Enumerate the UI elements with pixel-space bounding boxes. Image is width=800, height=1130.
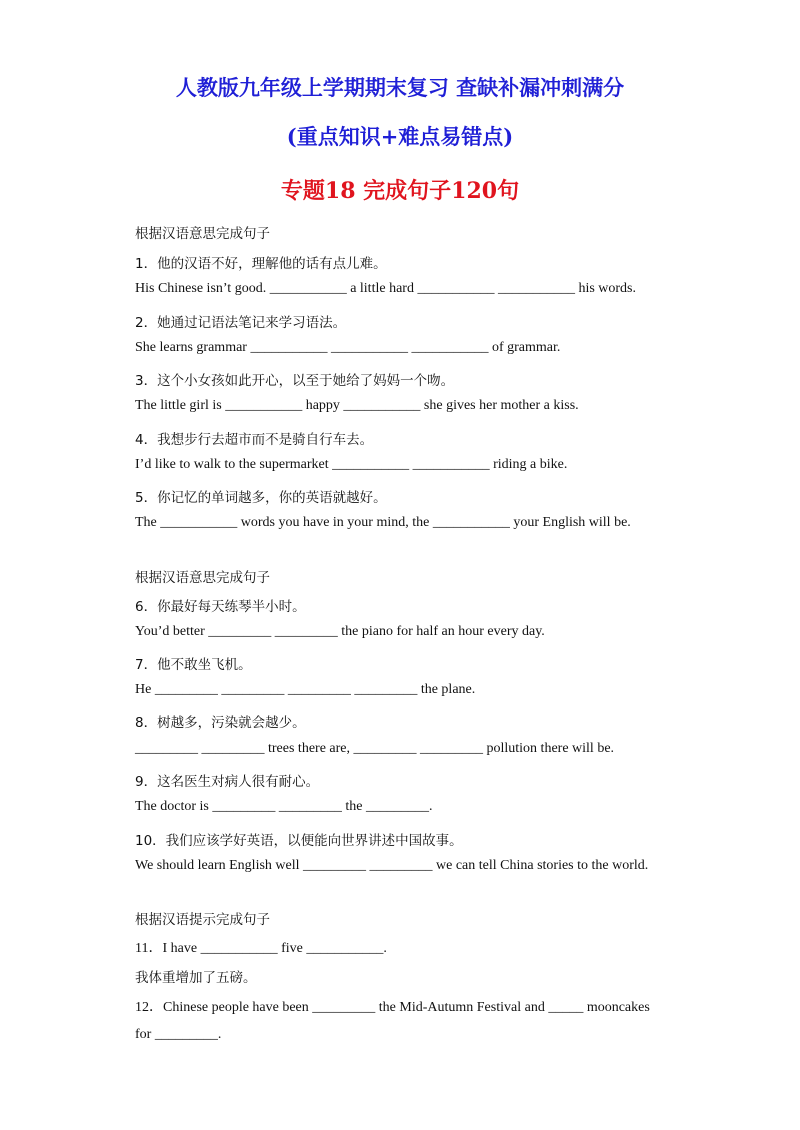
question-sentence-2: She learns grammar ___________ ___________ ___________ of grammar.: [135, 340, 561, 355]
question-sentence-9: The doctor is _________ _________ the _________.: [135, 799, 433, 814]
question-sentence-12-continued: for _________.: [135, 1027, 222, 1042]
worksheet-subtitle: (重点知识+难点易错点): [286, 124, 514, 149]
section-instruction: 根据汉语意思完成句子: [135, 226, 270, 242]
question-sentence-11: 11．I have ___________ five ___________.: [135, 941, 387, 956]
question-sentence-5: The ___________ words you have in your mind, the ___________ your English will be.: [135, 515, 631, 530]
question-sentence-10: We should learn English well _________ _________ we can tell China stories to the world.: [135, 858, 649, 873]
question-sentence-8: _________ _________ trees there are, _________ _________ pollution there will be.: [135, 741, 615, 756]
question-prompt-11: 我体重增加了五磅。: [135, 970, 257, 986]
question-prompt-5: 5．你记忆的单词越多，你的英语就越好。: [135, 490, 387, 506]
question-sentence-7: He _________ _________ _________ _________ the plane.: [135, 682, 476, 697]
question-prompt-7: 7．他不敢坐飞机。: [135, 657, 252, 673]
question-sentence-4: I’d like to walk to the supermarket ___________ ___________ riding a bike.: [135, 457, 568, 472]
question-prompt-1: 1．他的汉语不好，理解他的话有点儿难。: [135, 256, 387, 272]
question-prompt-10: 10．我们应该学好英语，以便能向世界讲述中国故事。: [135, 833, 463, 849]
question-sentence-12: 12．Chinese people have been _________ the Mid-Autumn Festival and _____ mooncakes: [135, 1000, 650, 1015]
question-prompt-4: 4．我想步行去超市而不是骑自行车去。: [135, 432, 374, 448]
question-prompt-3: 3．这个小女孩如此开心，以至于她给了妈妈一个吻。: [135, 373, 455, 389]
topic-heading: 专题18 完成句子120句: [280, 178, 520, 204]
question-prompt-2: 2．她通过记语法笔记来学习语法。: [135, 315, 347, 331]
section-instruction: 根据汉语意思完成句子: [135, 570, 270, 586]
question-prompt-8: 8．树越多，污染就会越少。: [135, 715, 306, 731]
section-instruction: 根据汉语提示完成句子: [135, 912, 270, 928]
question-sentence-1: His Chinese isn’t good. ___________ a little hard ___________ ___________ his words.: [135, 281, 636, 296]
worksheet-title: 人教版九年级上学期期末复习 查缺补漏冲刺满分: [175, 75, 625, 100]
question-sentence-6: You’d better _________ _________ the piano for half an hour every day.: [135, 624, 545, 639]
question-prompt-9: 9．这名医生对病人很有耐心。: [135, 774, 320, 790]
question-sentence-3: The little girl is ___________ happy ___________ she gives her mother a kiss.: [135, 398, 579, 413]
question-prompt-6: 6．你最好每天练琴半小时。: [135, 599, 306, 615]
